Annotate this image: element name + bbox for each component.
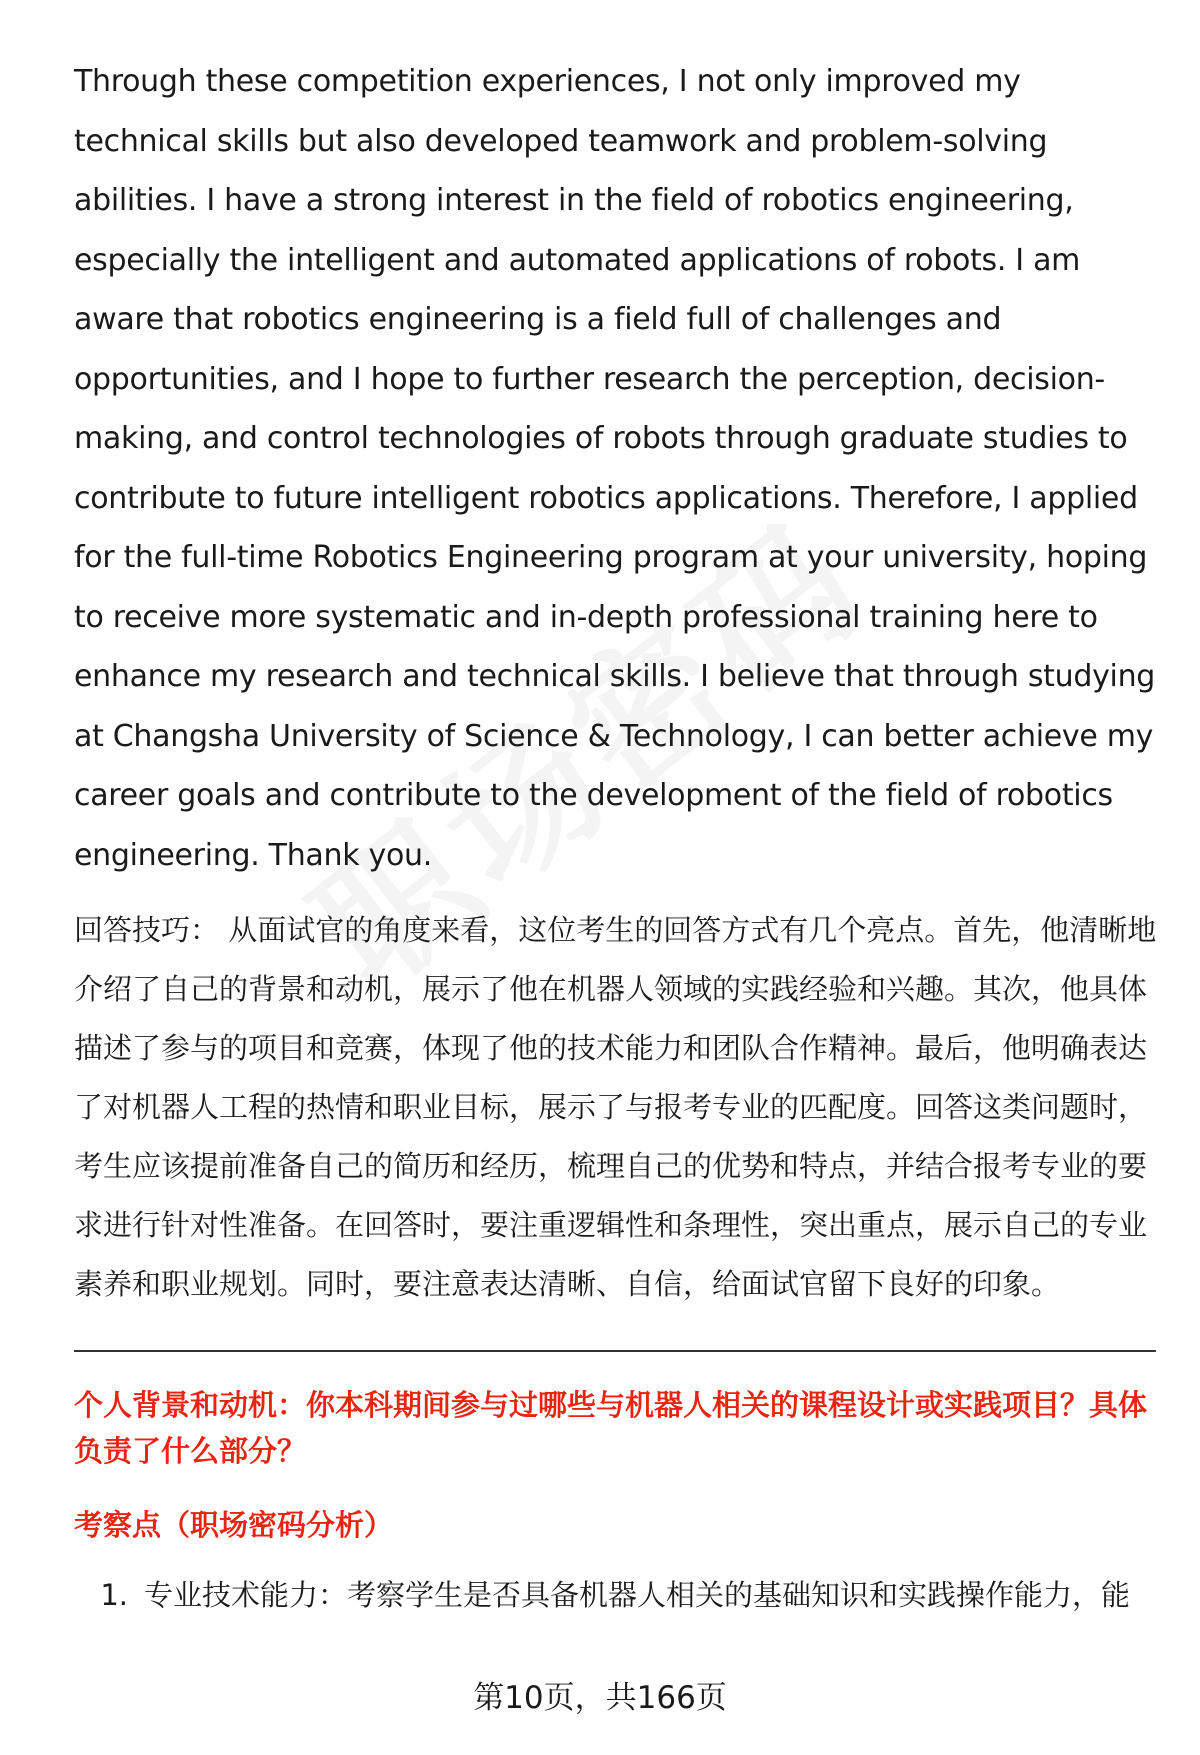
document-page	[74, 52, 1158, 1620]
section-divider	[74, 1350, 1156, 1352]
exam-points-title: 考察点（职场密码分析）	[74, 1508, 394, 1542]
list-item-number: 1.	[100, 1578, 128, 1612]
list-item	[74, 1570, 1158, 1620]
question-heading: 个人背景和动机：你本科期间参与过哪些与机器人相关的课程设计或实践项目？具体负责了什么部分？	[74, 1388, 1148, 1468]
body-paragraph: Through these competition experiences, I not only improved my technical skills but also developed teamwork and problem-solving abilities. I have a strong interest in the field of robotics engineering, especially the intelligent and automated applications of robots. I am aware that robotics engineering is a field full of challenges and opportunities, and I hope to further research the perception, decision-making, and control technologies of robots through graduate studies to contribute to future intelligent robotics applications. Therefore, I applied for the full-time Robotics Engineering program at your university, hoping to receive more systematic and in-depth professional training here to enhance my research and technical skills. I believe that through studying at Changsha University of Science & Technology, I can better achieve my career goals and contribute to the development of the field of robotics engineering. Thank you.	[74, 64, 1156, 873]
page-footer: 第10页，共166页	[473, 1680, 727, 1716]
exam-points-list	[74, 1570, 1158, 1620]
answer-tips-paragraph: 回答技巧： 从面试官的角度来看，这位考生的回答方式有几个亮点。首先，他清晰地介绍了自己的背景和动机，展示了他在机器人领域的实践经验和兴趣。其次，他具体描述了参与的项目和竞赛，体现了他的技术能力和团队合作精神。最后，他明确表达了对机器人工程的热情和职业目标，展示了与报考专业的匹配度。回答这类问题时，考生应该提前准备自己的简历和经历，梳理自己的优势和特点，并结合报考专业的要求进行针对性准备。在回答时，要注重逻辑性和条理性，突出重点，展示自己的专业素养和职业规划。同时，要注意表达清晰、自信，给面试官留下良好的印象。	[74, 913, 1157, 1301]
list-item-text: 专业技术能力：考察学生是否具备机器人相关的基础知识和实践操作能力，能	[144, 1578, 1131, 1612]
